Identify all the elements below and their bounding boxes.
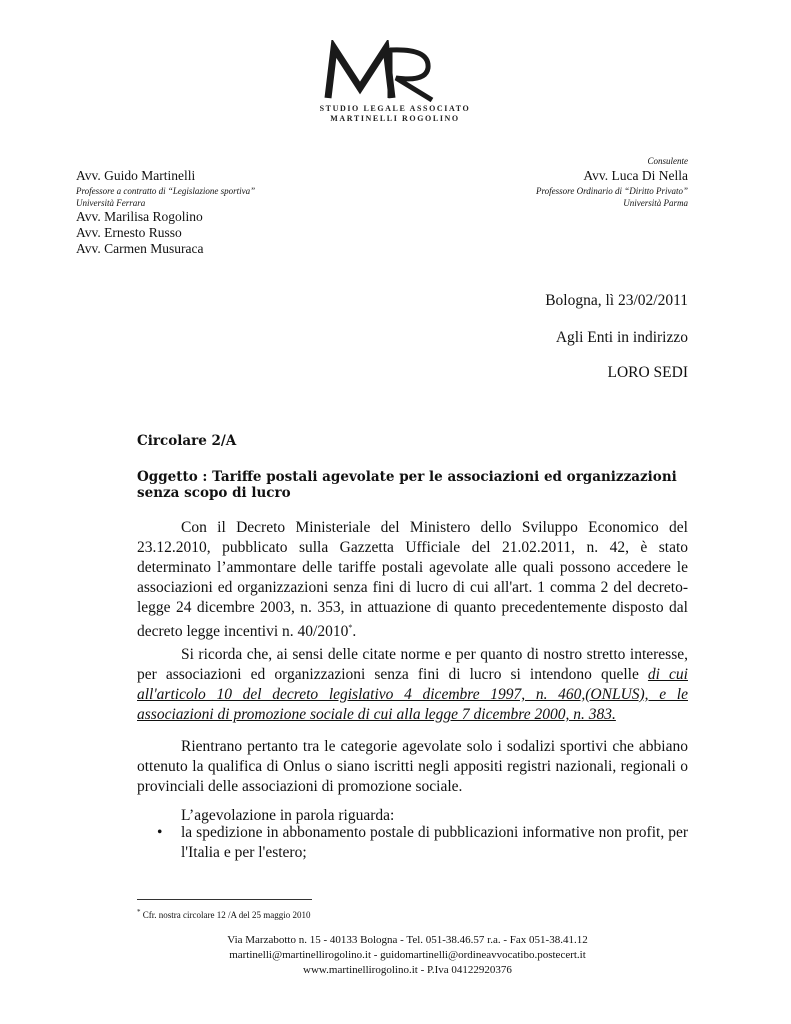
footnote-ref: * [348, 623, 353, 632]
firm-line-2: MARTINELLI ROGOLINO [330, 114, 460, 123]
place-date: Bologna, lì 23/02/2011 [545, 292, 688, 309]
paragraph-3-text: Rientrano pertanto tra le categorie agevolate solo i sodalizi sportivi che abbiano ottenuto la qualifica di Onlus o siano iscritti negli appositi registri nazionali, regionali o provinciali delle associazioni di promozione sociale. [137, 738, 688, 795]
consultant-role: Consulente [647, 156, 688, 166]
lawyer-name-1: Avv. Guido Martinelli [76, 168, 196, 183]
lawyer-name-4: Avv. Carmen Musuraca [76, 241, 204, 256]
footnote [137, 908, 310, 920]
lawyer-1-university: Università Ferrara [76, 198, 146, 208]
footnote-text: Cfr. nostra circolare 12 /A del 25 maggio 2010 [142, 910, 311, 920]
firm-line-1: STUDIO LEGALE ASSOCIATO [319, 104, 471, 113]
consultant-name: Avv. Luca Di Nella [583, 168, 688, 183]
paragraph-2-text: Si ricorda che, ai sensi delle citate norme e per quanto di nostro stretto interesse, per associazioni ed organizzazioni senza fini di lucro si intendono quelle [137, 646, 688, 683]
paragraph-4-intro: L’agevolazione in parola riguarda: [181, 807, 395, 824]
subject-line-1: Oggetto : Tariffe postali agevolate per le associazioni ed organizzazioni [137, 469, 677, 485]
footer-website: www.martinellirogolino.it - P.Iva 04122920376 [303, 964, 512, 976]
paragraph-1-text: Con il Decreto Ministeriale del Ministero dello Sviluppo Economico del 23.12.2010, pubblicato sulla Gazzetta Ufficiale del 21.02.2011, n. 42, è stato determinato l’ammontare delle tariffe postali agevolate alle quali possono accedere le associazioni ed organizzazioni senza fini di lucro di cui all'art. 1 comma 2 del decreto-legge 24 dicembre 2003, n. 353, in attuazione di quanto precedentemente disposto dal decreto legge incentivi n. 40/2010 [137, 519, 688, 641]
lawyer-name-3: Avv. Ernesto Russo [76, 225, 182, 240]
subject [137, 469, 689, 501]
footnote-mark: * [137, 908, 141, 916]
lawyer-name-2: Avv. Marilisa Rogolino [76, 209, 203, 224]
paragraph-2 [137, 645, 688, 725]
consultant-title: Professore Ordinario di “Diritto Privato” [535, 186, 688, 196]
lawyer-1-title: Professore a contratto di “Legislazione sportiva” [76, 186, 256, 196]
bullet-item-1: la spedizione in abbonamento postale di pubblicazioni informative non profit, per l'Italia e per l'estero; [181, 824, 688, 861]
recipient-line-1: Agli Enti in indirizzo [555, 329, 688, 346]
bullet-icon: • [157, 824, 163, 841]
mr-monogram-icon [320, 40, 470, 102]
subject-line-2: senza scopo di lucro [137, 485, 291, 501]
law-reference: di cui all'articolo 10 del decreto legislativo 4 dicembre 1997, n. 460,(ONLUS), e le associazioni di promozione sociale di cui alla legge 7 dicembre 2000, n. 383. [137, 666, 688, 723]
circular-number: Circolare 2/A [137, 433, 237, 449]
firm-name [300, 104, 490, 124]
footnote-divider [137, 899, 312, 900]
consultant-university: Università Parma [623, 198, 688, 208]
paragraph-1: Con il Decreto Ministeriale del Ministero dello Sviluppo Economico del 23.12.2010, pubblicato sulla Gazzetta Ufficiale del 21.02.2011, n. 42, è stato determinato l’ammontare delle tariffe postali agevolate alle quali possono accedere le associazioni ed organizzazioni senza fini di lucro di cui all'art. 1 comma 2 del decreto-legge 24 dicembre 2003, n. 353, in attuazione di quanto precedentemente disposto dal decreto legge incentivi n. 40/2010*. [137, 519, 688, 641]
paragraph-3 [137, 737, 688, 797]
recipient-line-2: LORO SEDI [607, 364, 688, 381]
footer-emails: martinelli@martinellirogolino.it - guidomartinelli@ordineavvocatibo.postecert.it [229, 949, 586, 961]
footer-address: Via Marzabotto n. 15 - 40133 Bologna - Tel. 051-38.46.57 r.a. - Fax 051-38.41.12 [227, 934, 588, 946]
